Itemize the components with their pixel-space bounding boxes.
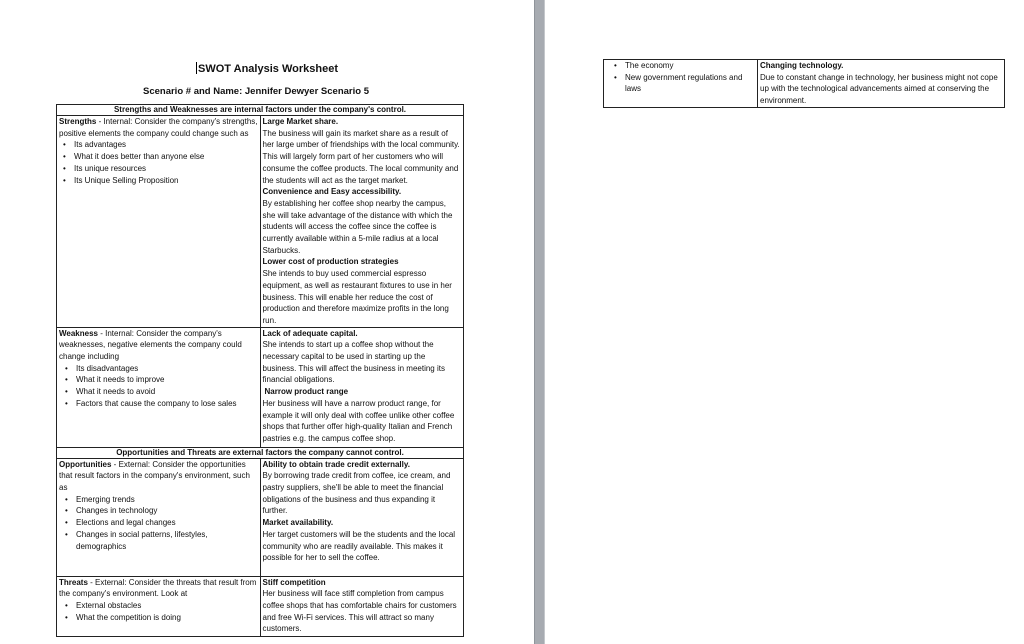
weaknesses-row — [57, 327, 464, 447]
entry-text: By borrowing trade credit from coffee, ice cream, and pastry suppliers, she'll be able to meet the financial obligations of the business and thus expanding it further. — [262, 471, 451, 516]
entry-text: Her business will have a narrow product range, for example it will only deal with coffee unlike other coffee shops that further offer high-quality Italian and French pastries e.g. the campus coffee shop. — [262, 398, 455, 443]
entry-heading: Ability to obtain trade credit externally. — [262, 459, 410, 469]
threats-continuation-table — [603, 59, 1005, 108]
entry-text: Her business will face stiff completion from campus coffee shops that has comfortable chairs for customers and free Wi-Fi services. This will attract so many customers. — [262, 589, 457, 634]
document-title — [196, 62, 338, 75]
weaknesses-label: Weakness — [59, 328, 98, 338]
continuation-answer-cell — [758, 60, 1005, 108]
list-item: • Its disadvantages — [59, 363, 258, 375]
list-item: • Elections and legal changes — [59, 517, 258, 529]
threats-prompt — [59, 577, 258, 600]
swot-table — [56, 104, 464, 637]
strengths-row — [57, 116, 464, 328]
threats-label: Threats — [59, 577, 88, 587]
threats-prompt-text: - External: Consider the threats that result from the company's environment. Look at — [59, 577, 257, 599]
weaknesses-prompt-cell — [57, 327, 261, 447]
list-item: • Emerging trends — [59, 494, 258, 506]
document-page-right — [545, 0, 1024, 644]
entry-heading: Narrow product range — [264, 387, 349, 397]
threats-answer-cell — [260, 576, 464, 636]
opportunities-row — [57, 458, 464, 576]
entry-text: She intends to start up a coffee shop without the necessary capital to be used in starting up the business. This will affect the business in meeting its financial obligations. — [262, 340, 445, 385]
entry-heading: Market availability. — [262, 518, 334, 528]
entry-heading: Stiff competition — [262, 577, 326, 587]
entry-text: The business will gain its market share as a result of her large umber of friendships with the local community. This will largely form part of her customers who will consume the coffee products. The local community and the students will act as the target market. — [262, 128, 460, 185]
weaknesses-answer-cell — [260, 327, 464, 447]
opportunities-bullet-list — [59, 494, 258, 553]
scenario-name: Scenario # and Name: Jennifer Dewyer Scenario 5 — [143, 86, 369, 97]
threats-bullet-list — [59, 600, 258, 623]
list-item: • External obstacles — [59, 600, 258, 612]
list-item: • Its advantages — [59, 139, 258, 151]
entry-text: Her target customers will be the students and the local community who are readily available. This makes it possible for her to sell the coffee. — [262, 529, 456, 563]
strengths-prompt-text: - Internal: Consider the company's strengths, positive elements the company could change such as — [59, 117, 258, 138]
entry-text: Due to constant change in technology, her business might not cope up with the technological advancements aimed at conserving the environment. — [760, 72, 998, 106]
list-item: • Changes in social patterns, lifestyles, demographics — [59, 529, 258, 552]
threats-row — [57, 576, 464, 636]
section-header-external: Opportunities and Threats are external factors the company cannot control. — [57, 447, 464, 458]
page-gutter — [534, 0, 545, 644]
list-item: • What the competition is doing — [59, 612, 258, 624]
entry-text: She intends to buy used commercial espresso equipment, as well as restaurant fixtures to use in her business. This will enable her reduce the cost of production and therefore maximize profits in the long run. — [262, 269, 452, 325]
continuation-prompt-cell — [604, 60, 758, 108]
opportunities-label: Opportunities — [59, 459, 112, 469]
strengths-prompt — [59, 116, 258, 139]
opportunities-prompt-cell — [57, 458, 261, 576]
section-row-external — [57, 447, 464, 458]
strengths-label: Strengths — [59, 117, 97, 126]
opportunities-prompt-text: - External: Consider the opportunities that result factors in the company's environment, such as — [59, 459, 250, 493]
continuation-bullet-list — [606, 60, 755, 95]
weaknesses-prompt-text: - Internal: Consider the company's weaknesses, negative elements the company could change including — [59, 328, 242, 362]
strengths-answer-cell — [260, 116, 464, 328]
threats-prompt-cell — [57, 576, 261, 636]
list-item: • What it needs to improve — [59, 374, 258, 386]
strengths-prompt-cell — [57, 116, 261, 328]
entry-heading: Large Market share. — [262, 117, 339, 126]
list-item: • The economy — [606, 60, 755, 72]
document-title-text: SWOT Analysis Worksheet — [198, 63, 338, 75]
list-item: • Changes in technology — [59, 505, 258, 517]
entry-heading: Changing technology. — [760, 61, 844, 70]
entry-heading: Convenience and Easy accessibility. — [262, 187, 402, 197]
list-item: • New government regulations and laws — [606, 72, 755, 95]
opportunities-prompt — [59, 459, 258, 494]
strengths-bullet-list — [59, 139, 258, 186]
list-item: • Its unique resources — [59, 163, 258, 175]
list-item: • Factors that cause the company to lose sales — [59, 398, 258, 410]
list-item: • What it does better than anyone else — [59, 151, 258, 163]
text-cursor — [196, 62, 197, 74]
list-item: • Its Unique Selling Proposition — [59, 175, 258, 187]
weaknesses-prompt — [59, 328, 258, 363]
entry-heading: Lower cost of production strategies — [262, 257, 399, 267]
list-item: • What it needs to avoid — [59, 386, 258, 398]
entry-heading: Lack of adequate capital. — [262, 328, 358, 338]
section-header-internal: Strengths and Weaknesses are internal factors under the company's control. — [57, 105, 464, 116]
opportunities-answer-cell — [260, 458, 464, 576]
entry-text: By establishing her coffee shop nearby the campus, she will take advantage of the distance with which the students will access the coffee since the coffee is currently available within a 5-mile radius at a local Starbucks. — [262, 198, 453, 255]
threats-continuation-row — [604, 60, 1005, 108]
section-row-internal — [57, 105, 464, 116]
weaknesses-bullet-list — [59, 363, 258, 410]
